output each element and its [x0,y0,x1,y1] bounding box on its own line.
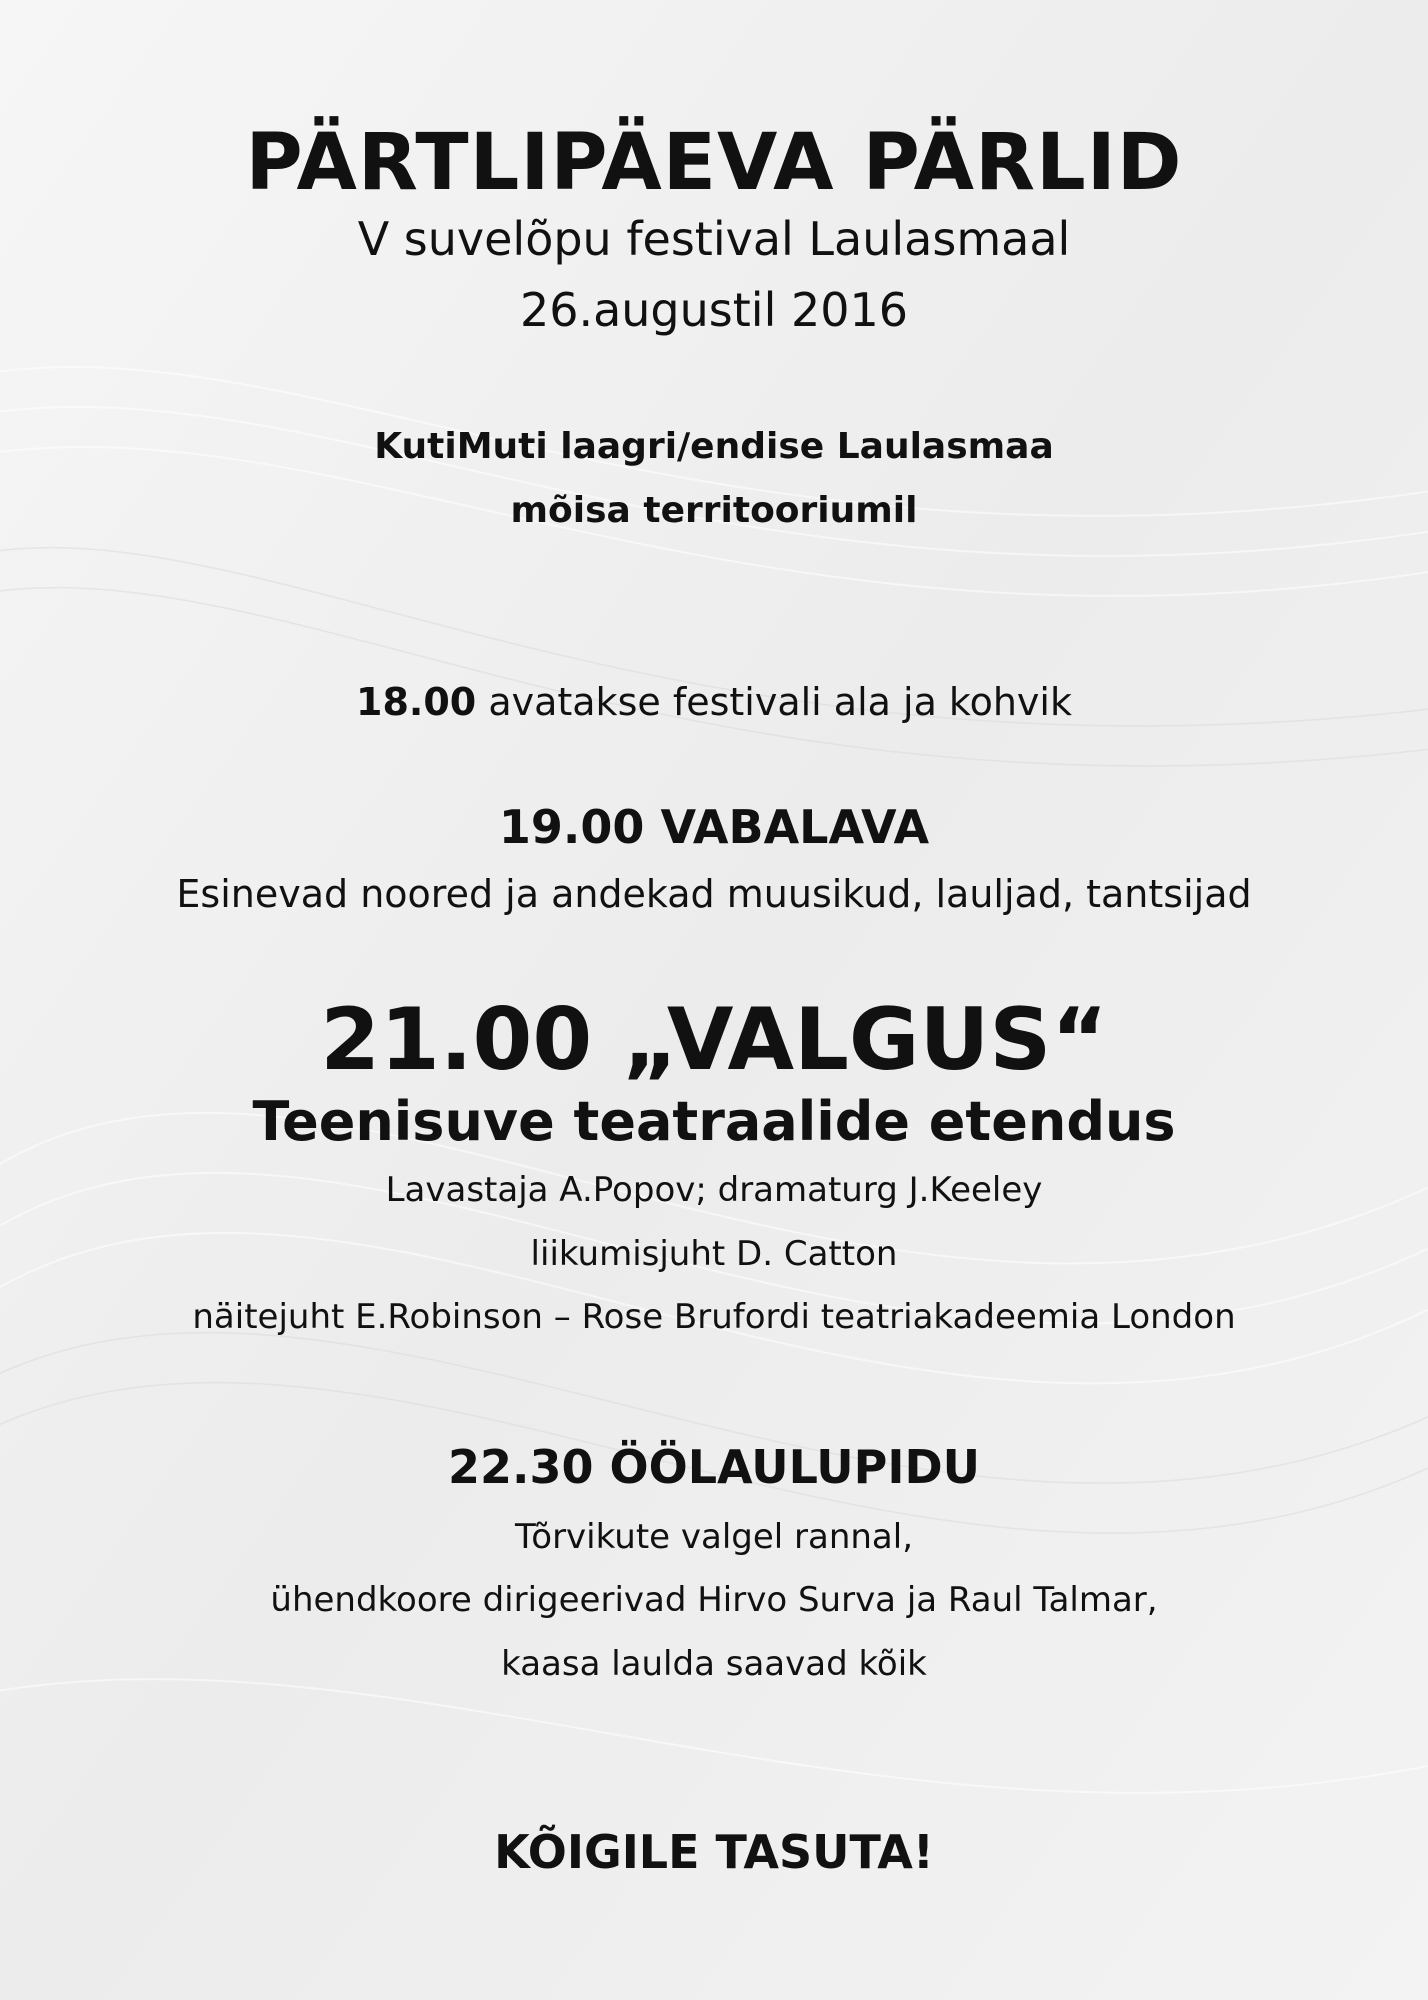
event-play-credit: näitejuht E.Robinson – Rose Brufordi teatriakadeemia London [192,1297,1236,1337]
poster-title: PÄRTLIPÄEVA PÄRLID [245,118,1183,208]
event-play-credit: Lavastaja A.Popov; dramaturg J.Keeley [385,1170,1043,1210]
event-night-song-line: ühendkoore dirigeerivad Hirvo Surva ja Raul Talmar, [270,1580,1158,1620]
free-admission-note: KÕIGILE TASUTA! [494,1825,934,1879]
event-play-heading: 21.00 „VALGUS“ [320,990,1108,1090]
event-opening [40,680,1388,724]
event-opening-time: 18.00 [356,680,477,724]
event-night-song-line: Tõrvikute valgel rannal, [514,1517,914,1557]
venue-line-2: mõisa territooriumil [510,490,918,531]
event-open-stage-description: Esinevad noored ja andekad muusikud, lauljad, tantsijad [176,872,1252,916]
event-night-song-line: kaasa laulda saavad kõik [501,1644,927,1684]
festival-date: 26.augustil 2016 [519,283,909,337]
event-night-song-heading: 22.30 ÖÖLAULUPIDU [448,1440,980,1494]
event-open-stage-heading: 19.00 VABALAVA [498,800,930,854]
venue-line-1: KutiMuti laagri/endise Laulasmaa [374,426,1054,467]
poster-subtitle: V suvelõpu festival Laulasmaal [357,212,1071,266]
event-play-subheading: Teenisuve teatraalide etendus [252,1090,1176,1153]
event-opening-text: avatakse festivali ala ja kohvik [488,680,1072,724]
event-play-credit: liikumisjuht D. Catton [530,1234,898,1274]
